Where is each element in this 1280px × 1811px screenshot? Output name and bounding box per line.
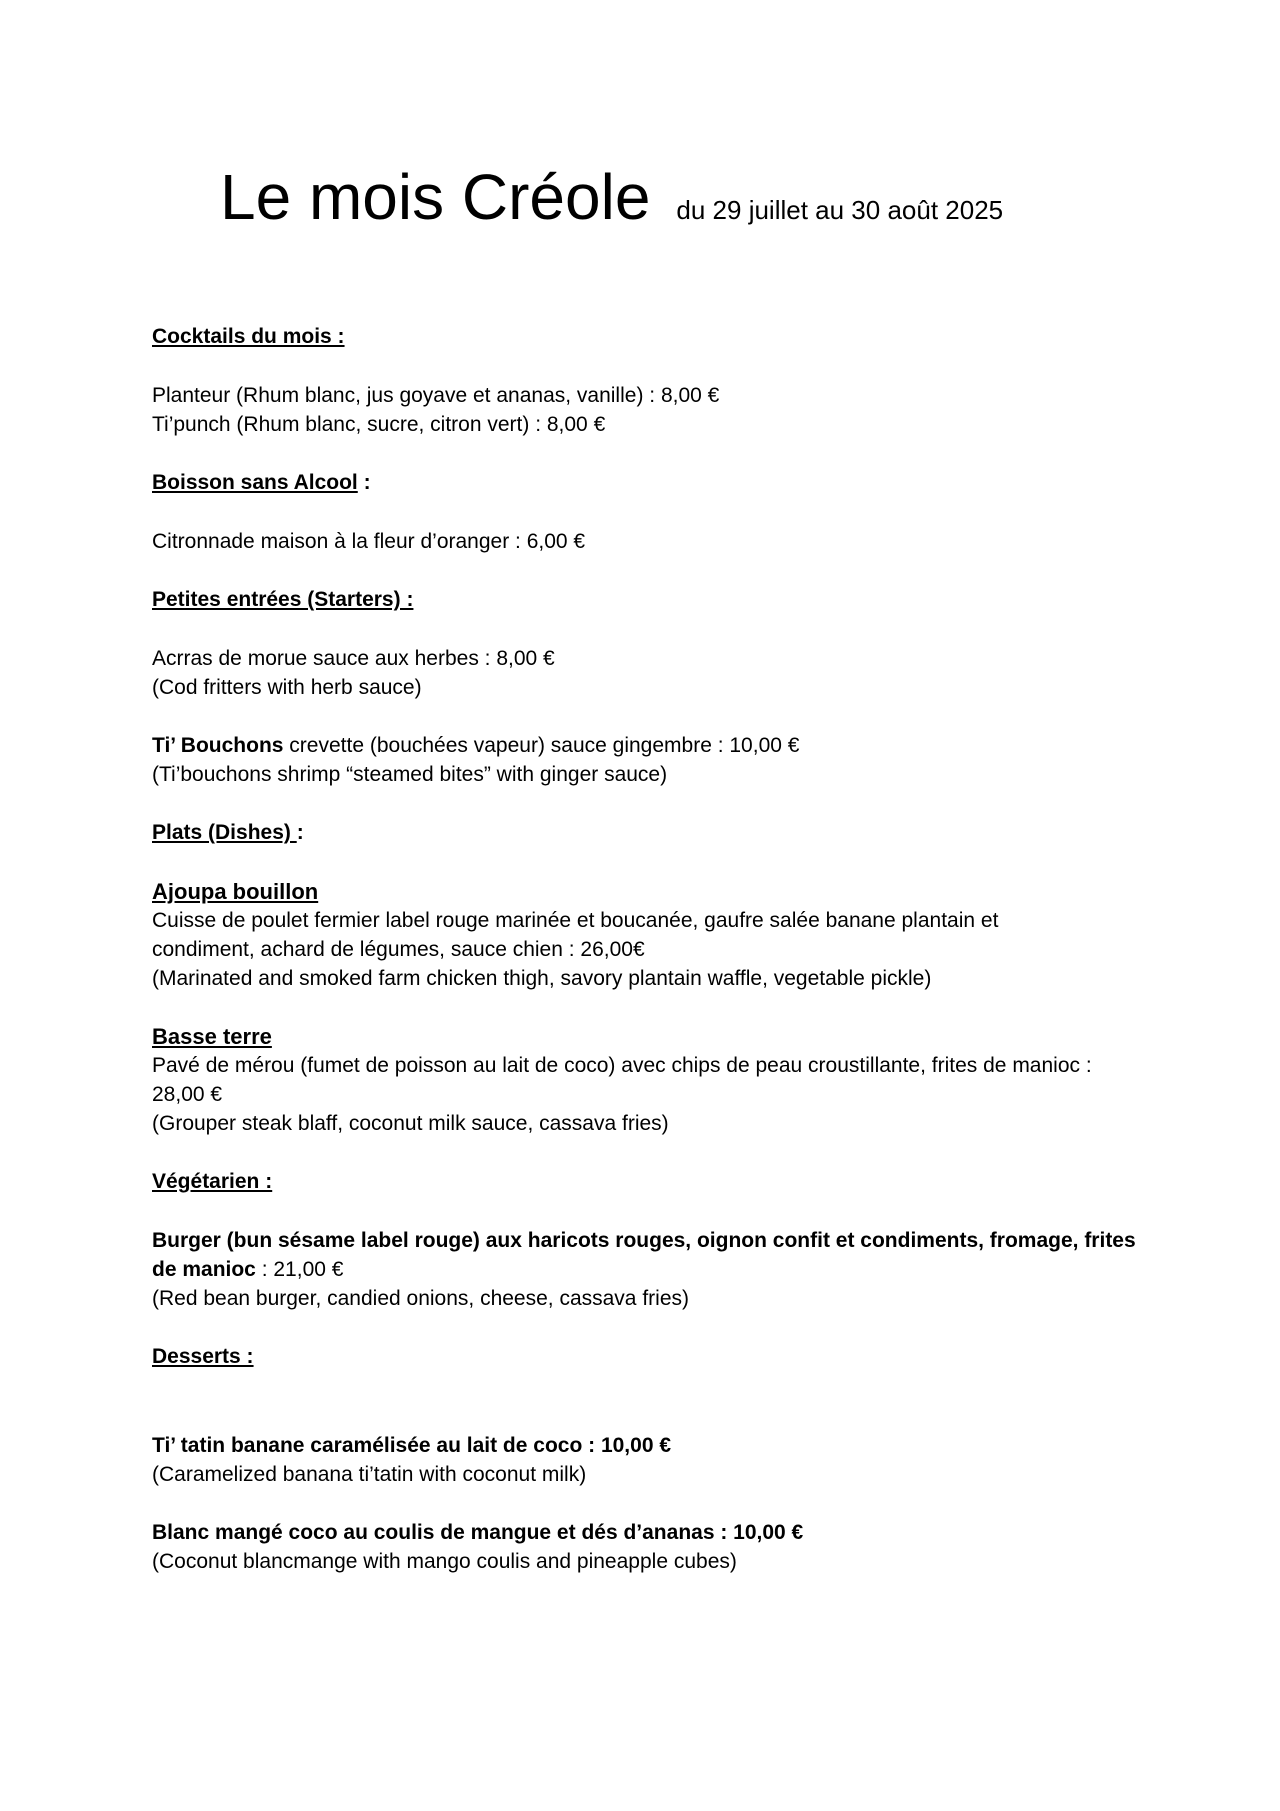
menu-item: Ti’ tatin banane caramélisée au lait de coco : 10,00 € bbox=[152, 1434, 672, 1457]
menu-item: Cuisse de poulet fermier label rouge marinée et boucanée, gaufre salée banane plantain et bbox=[152, 909, 999, 932]
menu-item-translation: (Coconut blancmange with mango coulis and pineapple cubes) bbox=[152, 1550, 737, 1573]
title-row bbox=[220, 160, 1003, 234]
menu-item-translation: (Cod fritters with herb sauce) bbox=[152, 676, 422, 699]
menu-item-translation: (Red bean burger, candied onions, cheese, cassava fries) bbox=[152, 1287, 689, 1310]
menu-item-translation: (Marinated and smoked farm chicken thigh, savory plantain waffle, vegetable pickle) bbox=[152, 967, 932, 990]
menu-item: 28,00 € bbox=[152, 1083, 223, 1106]
menu-item: condiment, achard de légumes, sauce chien : 26,00€ bbox=[152, 938, 645, 961]
menu-item-translation: (Caramelized banana ti’tatin with coconut milk) bbox=[152, 1463, 587, 1486]
page-title: Le mois Créole bbox=[220, 161, 651, 233]
menu-item: de manioc : 21,00 € bbox=[152, 1258, 344, 1281]
menu-item-translation: (Grouper steak blaff, coconut milk sauce, cassava fries) bbox=[152, 1112, 669, 1135]
section-heading-desserts: Desserts : bbox=[152, 1345, 254, 1368]
dish-name: Ajoupa bouillon bbox=[152, 879, 319, 904]
section-heading-cocktails: Cocktails du mois : bbox=[152, 325, 345, 348]
menu-item: Acrras de morue sauce aux herbes : 8,00 € bbox=[152, 647, 555, 670]
section-heading-dishes: Plats (Dishes) : bbox=[152, 821, 304, 844]
menu-content bbox=[152, 322, 1142, 1576]
section-heading-starters: Petites entrées (Starters) : bbox=[152, 588, 414, 611]
menu-item: Ti’punch (Rhum blanc, sucre, citron vert) : 8,00 € bbox=[152, 413, 606, 436]
menu-item: Citronnade maison à la fleur d’oranger : 6,00 € bbox=[152, 530, 586, 553]
section-heading-soft-drinks: Boisson sans Alcool : bbox=[152, 471, 371, 494]
menu-item: Burger (bun sésame label rouge) aux haricots rouges, oignon confit et condiments, fromage, frites bbox=[152, 1229, 1136, 1252]
date-range: du 29 juillet au 30 août 2025 bbox=[676, 195, 1004, 225]
menu-item: Blanc mangé coco au coulis de mangue et dés d’ananas : 10,00 € bbox=[152, 1521, 804, 1544]
menu-item: Planteur (Rhum blanc, jus goyave et ananas, vanille) : 8,00 € bbox=[152, 384, 720, 407]
menu-item: Ti’ Bouchons crevette (bouchées vapeur) sauce gingembre : 10,00 € bbox=[152, 734, 800, 757]
section-heading-vegetarian: Végétarien : bbox=[152, 1170, 273, 1193]
menu-item: Pavé de mérou (fumet de poisson au lait de coco) avec chips de peau croustillante, frites de manioc : bbox=[152, 1054, 1092, 1077]
menu-item-translation: (Ti’bouchons shrimp “steamed bites” with ginger sauce) bbox=[152, 763, 668, 786]
dish-name: Basse terre bbox=[152, 1024, 272, 1049]
